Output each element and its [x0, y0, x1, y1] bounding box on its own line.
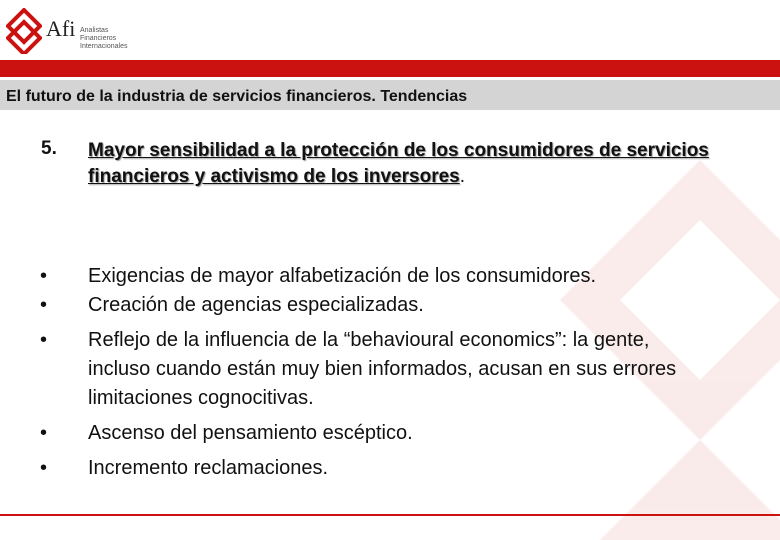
bullet-text: Exigencias de mayor alfabetización de los consumidores. — [88, 265, 597, 287]
logo-subtitle-line-3: Internacionales — [80, 43, 128, 50]
bullet-icon: • — [40, 422, 48, 444]
logo-subtitle-line-1: Analistas — [80, 27, 109, 34]
company-logo — [6, 8, 146, 54]
slide-title: El futuro de la industria de servicios financieros. Tendencias — [6, 88, 468, 105]
afi-diamond-icon — [6, 8, 42, 54]
section-heading — [88, 138, 728, 190]
bullet-icon: • — [40, 294, 48, 316]
logo-brand-text: Afi — [46, 16, 76, 41]
bullet-icon: • — [40, 457, 48, 479]
section-number: 5. — [41, 138, 57, 159]
bullet-text: Creación de agencias especializadas. — [88, 294, 424, 316]
section-heading-text: Mayor sensibilidad a la protección de los consumidores de servicios financieros y activismo de los inversores — [88, 140, 709, 187]
bullet-icon: • — [40, 265, 48, 287]
title-bar — [0, 80, 780, 110]
footer-divider — [0, 514, 780, 516]
logo-subtitle-line-2: Financieros — [80, 35, 117, 42]
bullet-text: Incremento reclamaciones. — [88, 457, 329, 479]
logo-subtitle — [80, 27, 127, 51]
section-heading-period: . — [459, 166, 465, 187]
header-red-bar — [0, 60, 780, 77]
bullet-icon: • — [40, 329, 48, 351]
bullet-text: Ascenso del pensamiento escéptico. — [88, 422, 413, 444]
bullet-text: Reflejo de la influencia de la “behavioural economics”: la gente, incluso cuando están muy bien informados, acusan en sus errores limitaciones cognocitivas. — [88, 329, 677, 409]
